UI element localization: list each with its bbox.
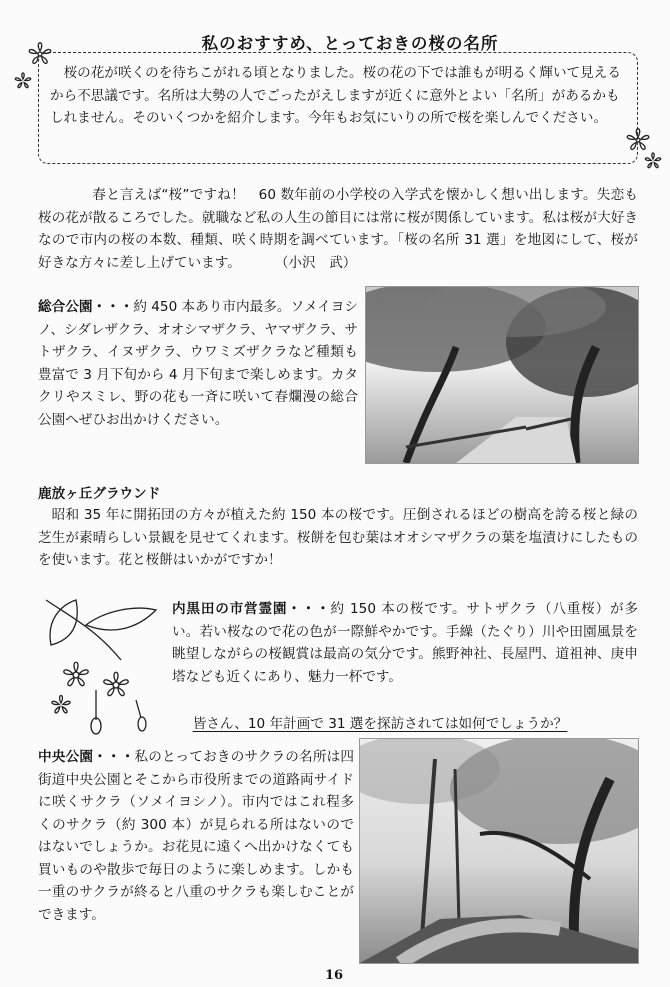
section-heading: 内黒田の市営霊園・・・ bbox=[172, 601, 331, 617]
cherry-trees-photo bbox=[366, 287, 638, 463]
page-number: 16 bbox=[325, 968, 344, 983]
section-text: 約 450 本あり市内最多。ソメイヨシノ、シダレザクラ、オオシマザクラ、ヤマザクラ、サトザクラ、イヌザクラ、ウワミズザクラなど種類も豊富で 3 月下旬から 4 月下旬まで楽しめます。カタクリやスミレ、野の花も一斉に咲いて春爛漫の総合公園へぜひお出かけください。 bbox=[38, 299, 358, 428]
sogo-park-photo bbox=[365, 286, 639, 464]
section-text: 約 150 本の桜です。サトザクラ（八重桜）が多い。若い桜なので花の色が一際鮮やかです。手繰（たぐり）川や田園風景を眺望しながらの桜観賞は最高の気分です。熊野神社、長屋門、道祖神、庚申塔なども近くにあり、魅力一杯です。 bbox=[172, 601, 638, 685]
section-text: 私のとっておきのサクラの名所は四街道中央公園とそこから市役所までの道路両サイドに咲くサクラ（ソメイヨシノ）。市内ではこれ程多くのサクラ（約 300 本）が見られる所はないのではないでしょうか。お花見に遠くへ出かけなくても買いものや散歩で毎日のように楽しめます。しかも一重のサクラが終ると八重のサクラも楽しむことができます。 bbox=[38, 749, 355, 923]
bare-cherry-trees-photo bbox=[360, 739, 638, 963]
essay-text: 春と言えば“桜”ですね！ 60 数年前の小学校の入学式を懐かしく想い出します。失恋も桜の花が散るころでした。就職など私の人生の節目には常に桜が関係しています。私は桜が大好きなので市内の桜の本数、種類、咲く時期を調べています。「桜の名所 31 選」を地図にして、桜が好きな方々に差し上げています。 bbox=[38, 187, 638, 271]
callout-text: 皆さん、10 年計画で 31 選を探訪されては如何でしょうか？ bbox=[192, 716, 568, 732]
section-shikahogaoka: 昭和 35 年に開拓団の方々が植えた約 150 本の桜です。圧倒されるほどの樹高を誇る桜と緑の芝生が素晴らしい景観を見せてくれます。桜餅を包む葉はオオシマザクラの葉を塩漬けにしたものを使います。花と桜餅はいかがですか！ bbox=[38, 507, 638, 568]
cherry-blossom-illustration-icon bbox=[26, 590, 168, 736]
cherry-blossom-icon bbox=[10, 68, 36, 94]
section-heading: 中央公園・・・ bbox=[38, 749, 135, 765]
essay-author: （小沢 武） bbox=[281, 254, 357, 271]
chuo-park-photo bbox=[359, 738, 639, 964]
essay-paragraph bbox=[38, 184, 638, 274]
intro-text: 桜の花が咲くのを待ちこがれる頃となりました。桜の花の下では誰もが明るく輝いて見えるから不思議です。名所は大勢の人でごったがえしますが近くに意外とよい「名所」があるかもしれません。そのいくつかを紹介します。今年もお気にいりの所で桜を楽しんでください。 bbox=[50, 65, 621, 126]
section-heading: 鹿放ヶ丘グラウンド bbox=[38, 486, 161, 502]
section-uchikuroda-cemetery bbox=[172, 598, 638, 688]
page-title: 私のおすすめ、とっておきの桜の名所 bbox=[201, 34, 499, 53]
cherry-blossom-icon bbox=[640, 148, 666, 174]
section-heading: 総合公園・・・ bbox=[38, 299, 134, 315]
section-sogo-park bbox=[38, 296, 358, 431]
section-chuo-park bbox=[38, 746, 354, 926]
